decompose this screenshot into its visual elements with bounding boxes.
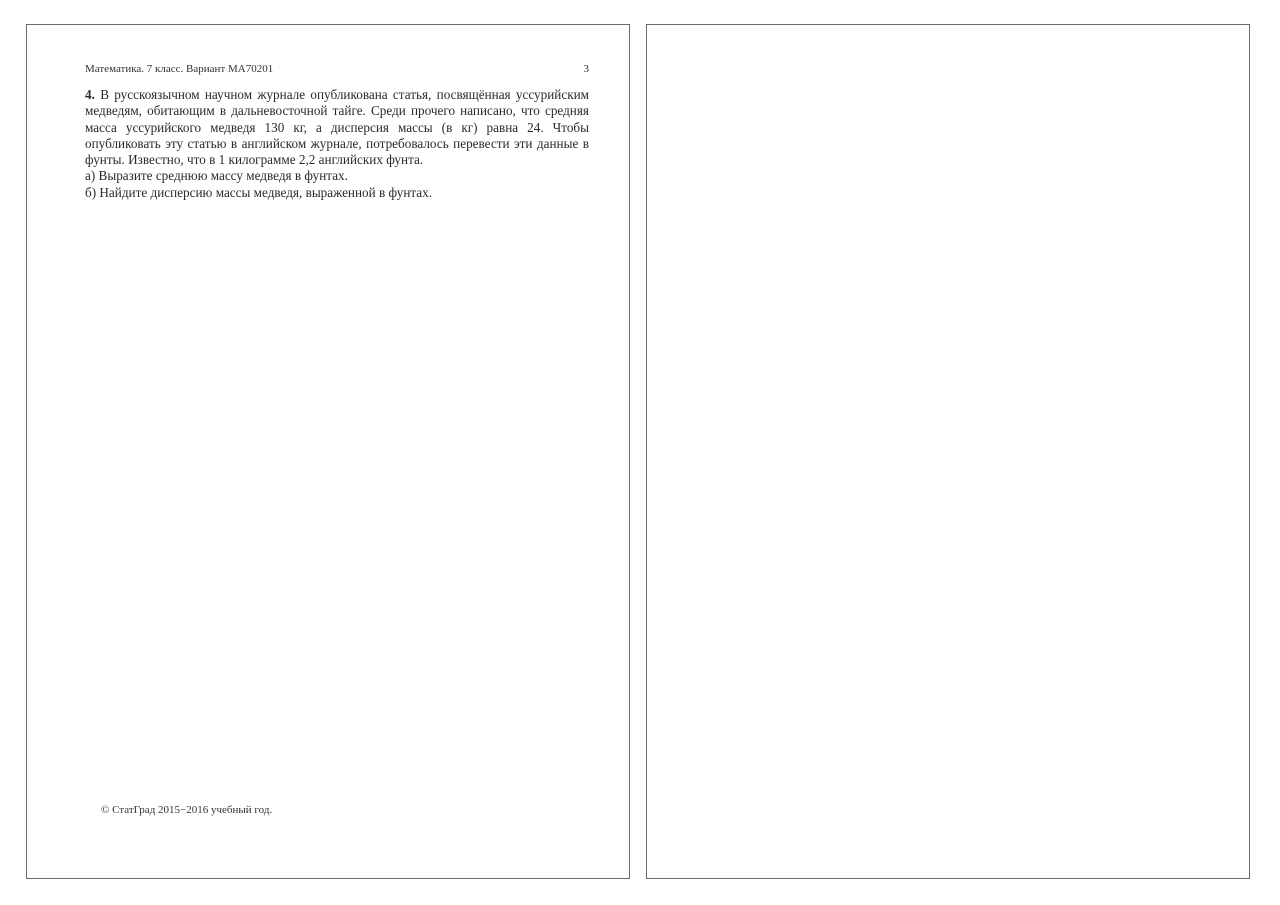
page-footer: © СтатГрад 2015−2016 учебный год. (101, 804, 273, 816)
task-4 (85, 87, 589, 201)
task-statement (85, 87, 589, 168)
header-title: Математика. 7 класс. Вариант МА70201 (85, 63, 274, 75)
task-text: В русскоязычном научном журнале опубликована статья, посвящённая уссурийским медведям, обитающим в дальневосточной тайге. Среди прочего написано, что средняя масса уссурийского медведя 130 кг, а дисперсия массы (в кг) равна 24. Чтобы опубликовать эту статью в английском журнале, потребовалось перевести эти данные в фунты. Известно, что в 1 килограмме 2,2 английских фунта. (85, 87, 589, 168)
page-right (646, 24, 1250, 879)
task-item-b: б) Найдите дисперсию массы медведя, выраженной в фунтах. (85, 184, 433, 200)
task-number: 4. (85, 87, 95, 102)
header-page-number: 3 (583, 63, 589, 75)
task-item-a: а) Выразите среднюю массу медведя в фунтах. (85, 168, 348, 184)
page-left (26, 24, 630, 879)
